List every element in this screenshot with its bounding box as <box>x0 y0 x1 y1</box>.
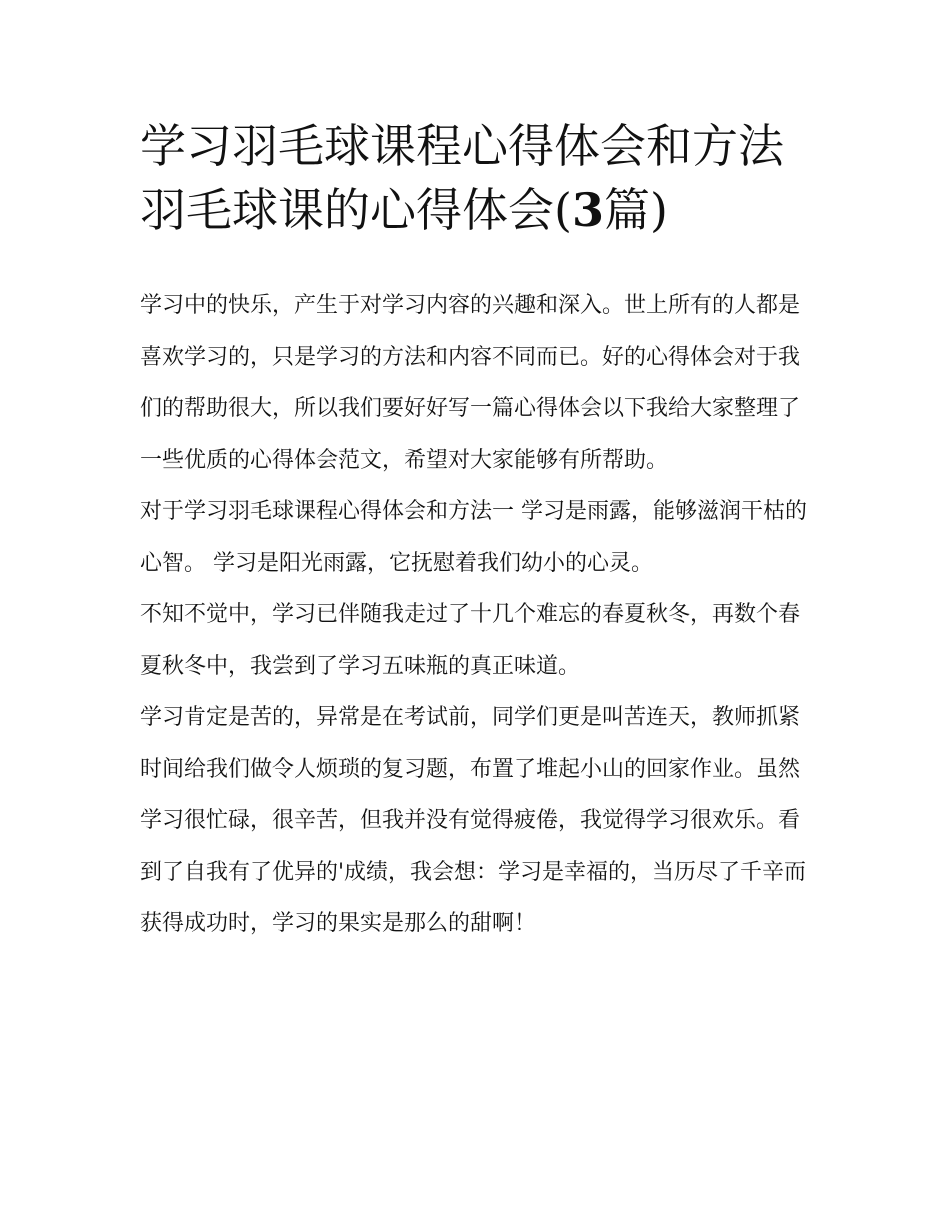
paragraph-hardship: 学习肯定是苦的，异常是在考试前，同学们更是叫苦连天，教师抓紧时间给我们做令人烦琐的复习题，布置了堆起小山的回家作业。虽然学习很忙碌，很辛苦，但我并没有觉得疲倦，我觉得学习很欢乐。看到了自我有了优异的'成绩，我会想：学习是幸福的，当历尽了千辛而获得成功时，学习的果实是那么的甜啊！ <box>140 705 807 936</box>
paragraph-method-one: 对于学习羽毛球课程心得体会和方法一 学习是雨露，能够滋润干枯的心智。 学习是阳光雨露，它抚慰着我们幼小的心灵。 <box>140 499 807 576</box>
document-title <box>140 114 830 242</box>
title-count: 3 <box>571 183 604 237</box>
document-body <box>140 280 820 950</box>
title-text-main: 学习羽毛球课程心得体会和方法 羽毛球课的心得体会( <box>140 119 784 237</box>
paragraph-intro: 学习中的快乐，产生于对学习内容的兴趣和深入。世上所有的人都是喜欢学习的，只是学习的方法和内容不同而已。好的心得体会对于我们的帮助很大，所以我们要好好写一篇心得体会以下我给大家整理了一些优质的心得体会范文，希望对大家能够有所帮助。 <box>140 293 801 473</box>
title-text-suffix: 篇) <box>603 183 668 237</box>
paragraph-seasons: 不知不觉中，学习已伴随我走过了十几个难忘的春夏秋冬，再数个春夏秋冬中，我尝到了学习五味瓶的真正味道。 <box>140 602 801 679</box>
